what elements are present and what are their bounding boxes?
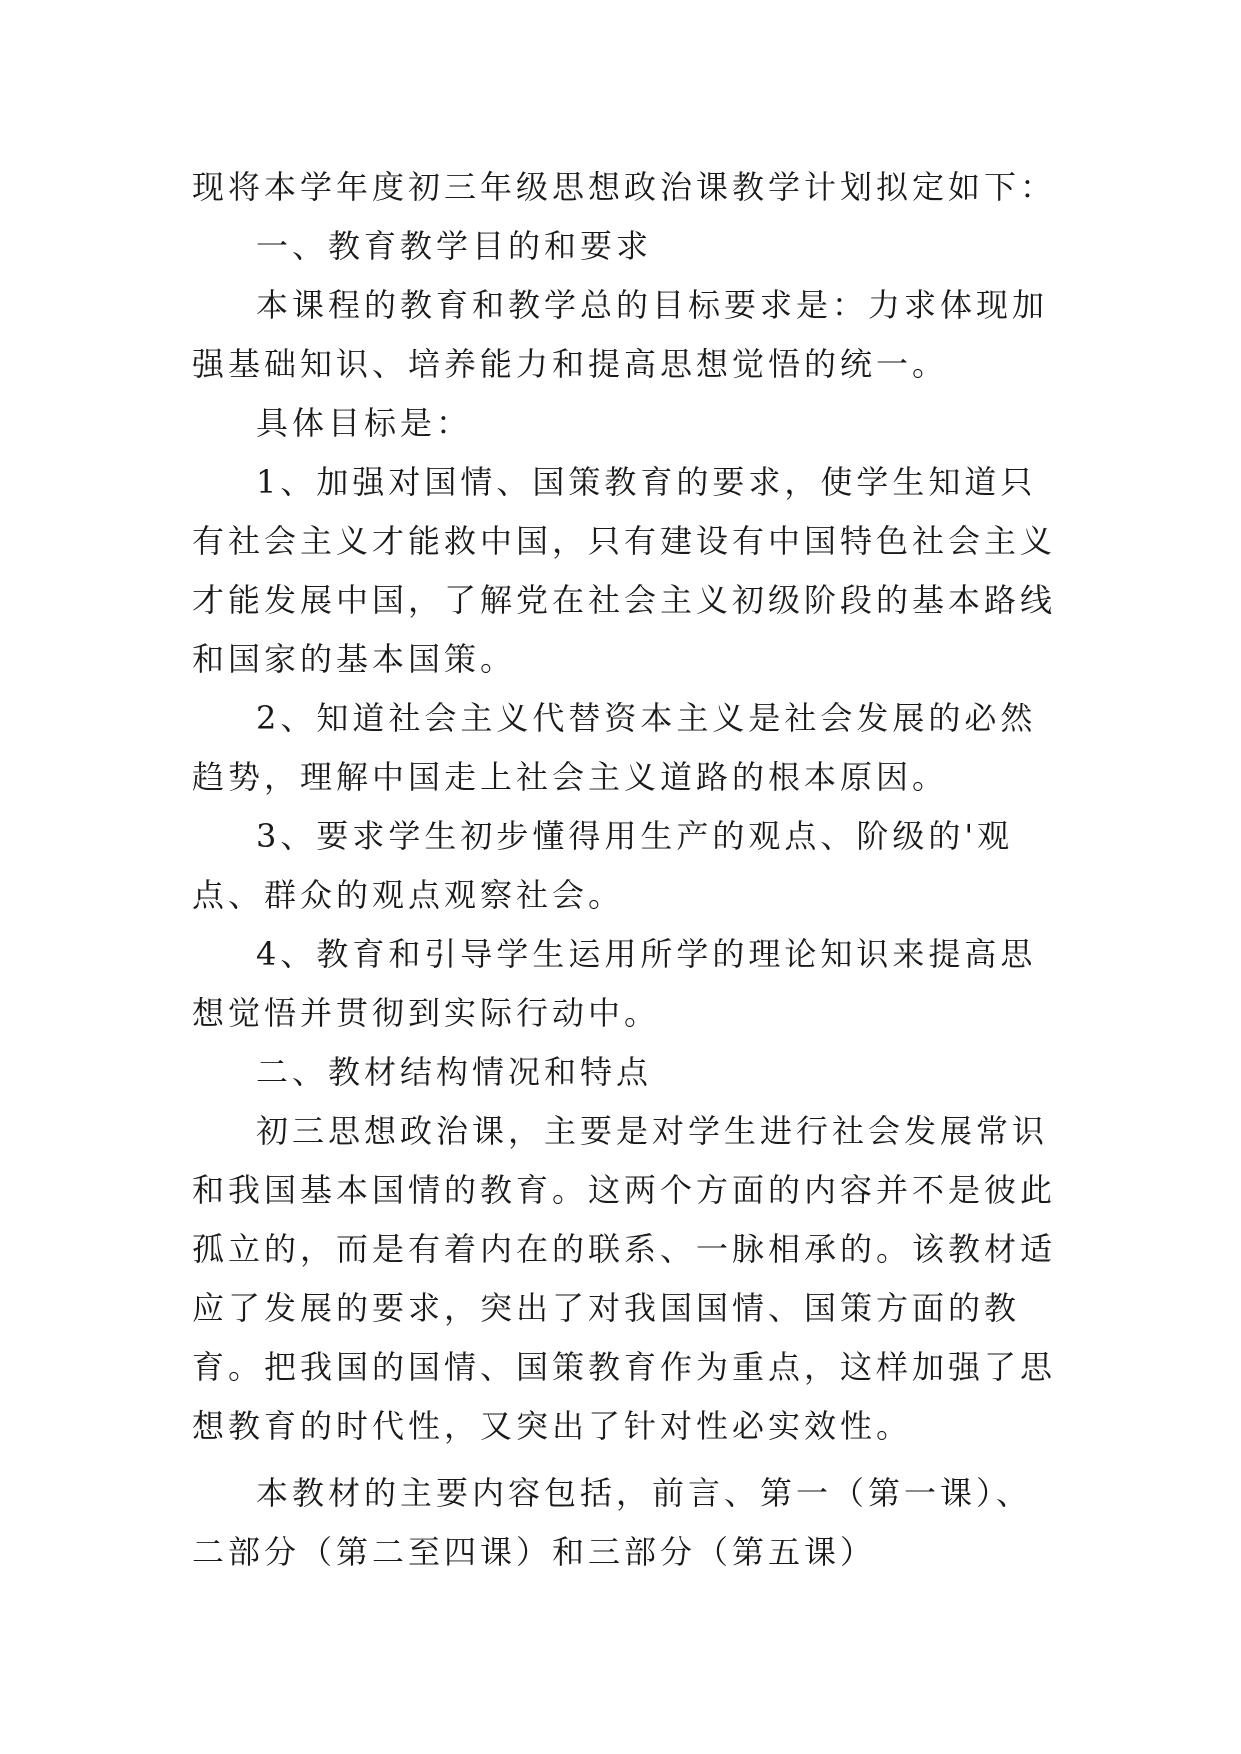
- goal-item-2: 2、知道社会主义代替资本主义是社会发展的必然趋势，理解中国走上社会主义道路的根本原因。: [192, 699, 1037, 796]
- section-heading-structure: 二、教材结构情况和特点: [256, 1053, 653, 1091]
- goal-item-3: 3、要求学生初步懂得用生产的观点、阶级的'观点、群众的观点观察社会。: [192, 817, 1014, 914]
- section-heading-goals: 一、教育教学目的和要求: [256, 227, 653, 265]
- goals-paragraph: 本课程的教育和教学总的目标要求是：力求体现加强基础知识、培养能力和提高思想觉悟的统一。: [192, 286, 1049, 383]
- contents-paragraph: 本教材的主要内容包括，前言、第一（第一课）、二部分（第二至四课）和三部分（第五课）: [192, 1474, 1033, 1571]
- specific-goals-label: 具体目标是：: [256, 404, 473, 442]
- intro-paragraph: 现将本学年度初三年级思想政治课教学计划拟定如下：: [192, 168, 1057, 206]
- document-body: [192, 158, 1062, 1582]
- goal-item-1: 1、加强对国情、国策教育的要求，使学生知道只有社会主义才能救中国，只有建设有中国特色社会主义才能发展中国，了解党在社会主义初级阶段的基本路线和国家的基本国策。: [192, 463, 1057, 678]
- structure-paragraph: 初三思想政治课，主要是对学生进行社会发展常识和我国基本国情的教育。这两个方面的内容并不是彼此孤立的，而是有着内在的联系、一脉相承的。该教材适应了发展的要求，突出了对我国国情、国策方面的教育。把我国的国情、国策教育作为重点，这样加强了思想教育的时代性，又突出了针对性必实效性。: [192, 1112, 1057, 1445]
- goal-item-4: 4、教育和引导学生运用所学的理论知识来提高思想觉悟并贯彻到实际行动中。: [192, 935, 1037, 1032]
